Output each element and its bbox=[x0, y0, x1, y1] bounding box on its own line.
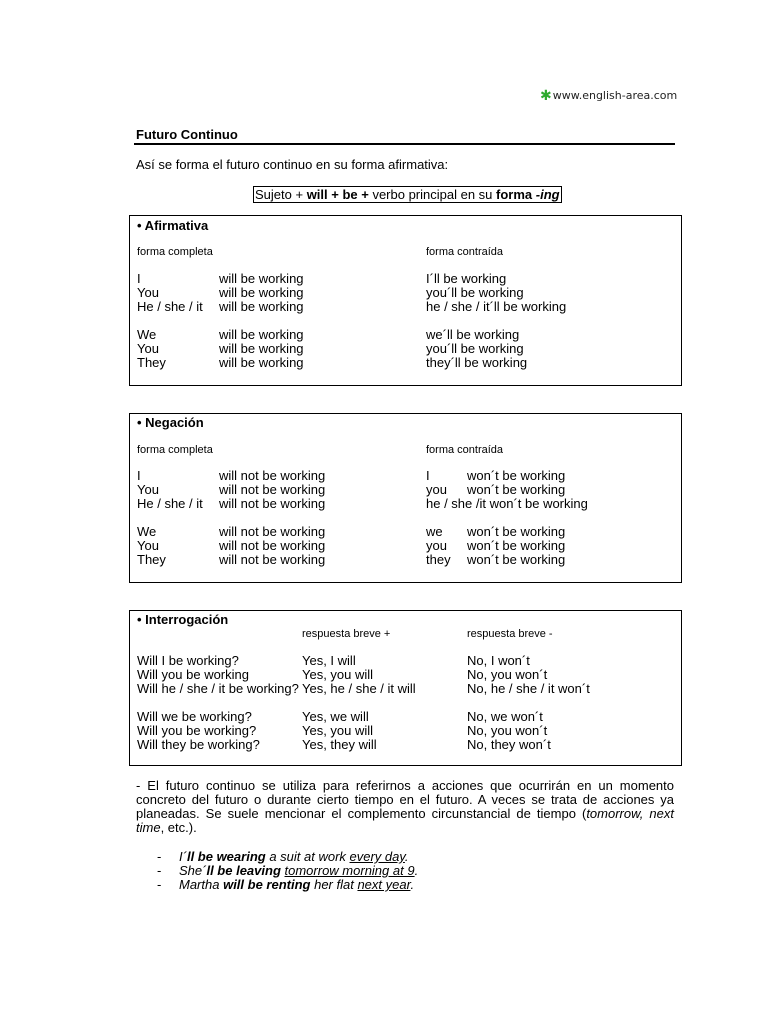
subject-cell: We bbox=[137, 327, 157, 342]
contracted-verb: won´t be working bbox=[467, 538, 566, 553]
subject-cell: I bbox=[137, 271, 141, 286]
subject-cell: You bbox=[137, 482, 159, 497]
example-text: Martha will be renting her flat next year. bbox=[179, 877, 415, 892]
bullet-dash: - bbox=[157, 849, 162, 864]
question-cell: Will you be working bbox=[137, 667, 249, 682]
verb-cell: will not be working bbox=[219, 468, 326, 483]
formula-part: forma bbox=[496, 187, 536, 202]
formula-box bbox=[253, 186, 562, 203]
positive-answer: Yes, I will bbox=[302, 653, 356, 668]
column-header: respuesta breve - bbox=[467, 628, 553, 640]
bullet-dash: - bbox=[157, 863, 162, 878]
usage-paragraph bbox=[136, 779, 674, 835]
title-divider bbox=[134, 143, 675, 145]
afirmativa-box bbox=[129, 215, 682, 386]
contracted-subject: they bbox=[426, 552, 451, 567]
intro-text: Así se forma el futuro continuo en su forma afirmativa: bbox=[136, 157, 449, 172]
positive-answer: Yes, you will bbox=[302, 723, 374, 738]
question-cell: Will he / she / it be working? bbox=[137, 681, 299, 696]
question-cell: Will we be working? bbox=[137, 709, 252, 724]
negative-answer: No, I won´t bbox=[467, 653, 530, 668]
question-cell: Will you be working? bbox=[137, 723, 257, 738]
subject-cell: You bbox=[137, 341, 159, 356]
positive-answer: Yes, you will bbox=[302, 667, 374, 682]
contracted-cell: they´ll be working bbox=[426, 355, 528, 370]
column-header: forma contraída bbox=[426, 246, 504, 258]
paragraph-text: tomorrow, next time bbox=[136, 806, 674, 835]
question-cell: Will I be working? bbox=[137, 653, 239, 668]
subject-cell: He / she / it bbox=[137, 299, 203, 314]
negative-answer: No, you won´t bbox=[467, 667, 548, 682]
site-logo bbox=[540, 87, 677, 103]
verb-cell: will not be working bbox=[219, 538, 326, 553]
verb-cell: will not be working bbox=[219, 552, 326, 567]
subject-cell: We bbox=[137, 524, 157, 539]
verb-cell: will be working bbox=[219, 299, 304, 314]
contracted-subject: he / she /it won´t be working bbox=[426, 496, 588, 511]
verb-cell: will be working bbox=[219, 271, 304, 286]
paragraph-text: - El futuro continuo se utiliza para referirnos a acciones que ocurrirán en un momento concreto del futuro o durante cierto tiempo en el futuro. A veces se trata de acciones ya planeadas. Se suele mencionar el complemento circunstancial de tiempo ( bbox=[136, 778, 674, 821]
subject-cell: He / she / it bbox=[137, 496, 203, 511]
example-item bbox=[157, 863, 557, 878]
section-title: • Negación bbox=[137, 415, 204, 430]
negative-answer: No, they won´t bbox=[467, 737, 551, 752]
verb-cell: will be working bbox=[219, 355, 304, 370]
contracted-verb: won´t be working bbox=[467, 468, 566, 483]
page-title: Futuro Continuo bbox=[136, 127, 238, 142]
subject-cell: They bbox=[137, 552, 166, 567]
positive-answer: Yes, they will bbox=[302, 737, 377, 752]
negative-answer: No, you won´t bbox=[467, 723, 548, 738]
contracted-cell: you´ll be working bbox=[426, 285, 524, 300]
column-header: forma completa bbox=[137, 444, 213, 456]
question-cell: Will they be working? bbox=[137, 737, 260, 752]
column-header: forma contraída bbox=[426, 444, 504, 456]
negative-answer: No, we won´t bbox=[467, 709, 543, 724]
verb-cell: will be working bbox=[219, 341, 304, 356]
negacion-box bbox=[129, 413, 682, 583]
section-title: • Afirmativa bbox=[137, 218, 209, 233]
subject-cell: I bbox=[137, 468, 141, 483]
contracted-cell: I´ll be working bbox=[426, 271, 507, 286]
verb-cell: will be working bbox=[219, 285, 304, 300]
contracted-verb: won´t be working bbox=[467, 524, 566, 539]
contracted-subject: we bbox=[426, 524, 443, 539]
contracted-verb: won´t be working bbox=[467, 482, 566, 497]
paragraph-text: , etc.). bbox=[160, 820, 197, 835]
verb-cell: will not be working bbox=[219, 496, 326, 511]
verb-cell: will not be working bbox=[219, 482, 326, 497]
formula-part: -ing bbox=[535, 187, 560, 202]
example-text: I´ll be wearing a suit at work every day. bbox=[179, 849, 409, 864]
formula-part: will + be + bbox=[306, 187, 369, 202]
contracted-cell: he / she / it´ll be working bbox=[426, 299, 567, 314]
contracted-cell: we´ll be working bbox=[426, 327, 520, 342]
contracted-verb: won´t be working bbox=[467, 552, 566, 567]
site-url: www.english-area.com bbox=[552, 89, 678, 102]
asterisk-icon: ✱ bbox=[540, 88, 552, 104]
formula-part: verbo principal en su bbox=[368, 187, 497, 202]
subject-cell: You bbox=[137, 538, 159, 553]
positive-answer: Yes, he / she / it will bbox=[302, 681, 416, 696]
bullet-dash: - bbox=[157, 877, 162, 892]
interrogacion-box bbox=[129, 610, 682, 766]
subject-cell: You bbox=[137, 285, 159, 300]
column-header: respuesta breve + bbox=[302, 628, 391, 640]
contracted-subject: you bbox=[426, 538, 447, 553]
example-item bbox=[157, 849, 557, 864]
example-text: She´ll be leaving tomorrow morning at 9. bbox=[179, 863, 419, 878]
contracted-subject: I bbox=[426, 468, 430, 483]
negative-answer: No, he / she / it won´t bbox=[467, 681, 590, 696]
positive-answer: Yes, we will bbox=[302, 709, 369, 724]
formula-part: Sujeto + bbox=[255, 187, 307, 202]
example-item bbox=[157, 877, 557, 892]
contracted-subject: you bbox=[426, 482, 447, 497]
section-title: • Interrogación bbox=[137, 612, 229, 627]
column-header: forma completa bbox=[137, 246, 213, 258]
contracted-cell: you´ll be working bbox=[426, 341, 524, 356]
verb-cell: will be working bbox=[219, 327, 304, 342]
subject-cell: They bbox=[137, 355, 166, 370]
verb-cell: will not be working bbox=[219, 524, 326, 539]
